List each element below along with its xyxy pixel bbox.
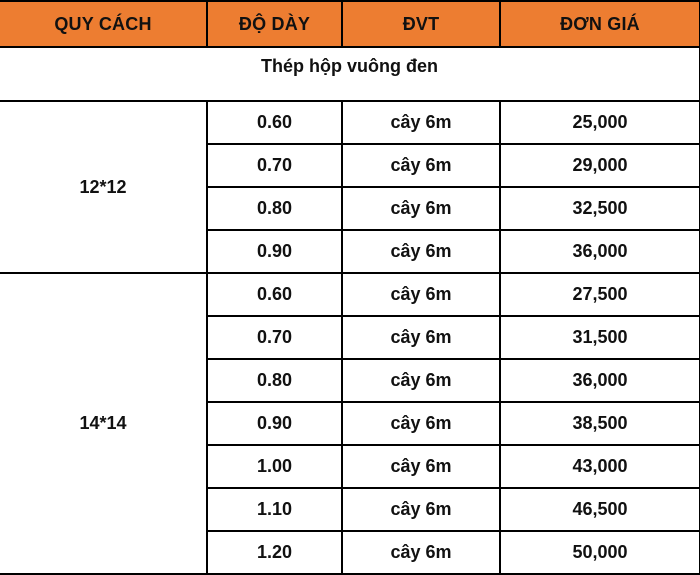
header-unit: ĐVT xyxy=(342,1,500,47)
unit-cell: cây 6m xyxy=(342,273,500,316)
price-cell: 29,000 xyxy=(500,144,700,187)
unit-cell: cây 6m xyxy=(342,445,500,488)
thickness-cell: 0.90 xyxy=(207,230,342,273)
thickness-cell: 0.80 xyxy=(207,187,342,230)
price-cell: 31,500 xyxy=(500,316,700,359)
unit-cell: cây 6m xyxy=(342,144,500,187)
header-price: ĐƠN GIÁ xyxy=(500,1,700,47)
unit-cell: cây 6m xyxy=(342,316,500,359)
size-cell: 12*12 xyxy=(0,101,207,273)
table-row xyxy=(0,101,700,144)
thickness-cell: 1.10 xyxy=(207,488,342,531)
thickness-cell: 1.20 xyxy=(207,531,342,574)
price-cell: 38,500 xyxy=(500,402,700,445)
thickness-cell: 0.80 xyxy=(207,359,342,402)
thickness-cell: 0.60 xyxy=(207,101,342,144)
unit-cell: cây 6m xyxy=(342,531,500,574)
price-cell: 32,500 xyxy=(500,187,700,230)
price-cell: 36,000 xyxy=(500,359,700,402)
size-cell: 14*14 xyxy=(0,273,207,574)
table-row xyxy=(0,273,700,316)
price-cell: 36,000 xyxy=(500,230,700,273)
unit-cell: cây 6m xyxy=(342,187,500,230)
group-row xyxy=(0,47,700,101)
price-cell: 25,000 xyxy=(500,101,700,144)
header-spec: QUY CÁCH xyxy=(0,1,207,47)
price-cell: 46,500 xyxy=(500,488,700,531)
unit-cell: cây 6m xyxy=(342,402,500,445)
unit-cell: cây 6m xyxy=(342,230,500,273)
group-title: Thép hộp vuông đen xyxy=(0,47,700,101)
thickness-cell: 0.90 xyxy=(207,402,342,445)
thickness-cell: 0.70 xyxy=(207,316,342,359)
unit-cell: cây 6m xyxy=(342,359,500,402)
thickness-cell: 0.60 xyxy=(207,273,342,316)
price-cell: 43,000 xyxy=(500,445,700,488)
unit-cell: cây 6m xyxy=(342,488,500,531)
unit-cell: cây 6m xyxy=(342,101,500,144)
price-cell: 27,500 xyxy=(500,273,700,316)
thickness-cell: 0.70 xyxy=(207,144,342,187)
header-thickness: ĐỘ DÀY xyxy=(207,1,342,47)
price-cell: 50,000 xyxy=(500,531,700,574)
thickness-cell: 1.00 xyxy=(207,445,342,488)
header-row xyxy=(0,1,700,47)
